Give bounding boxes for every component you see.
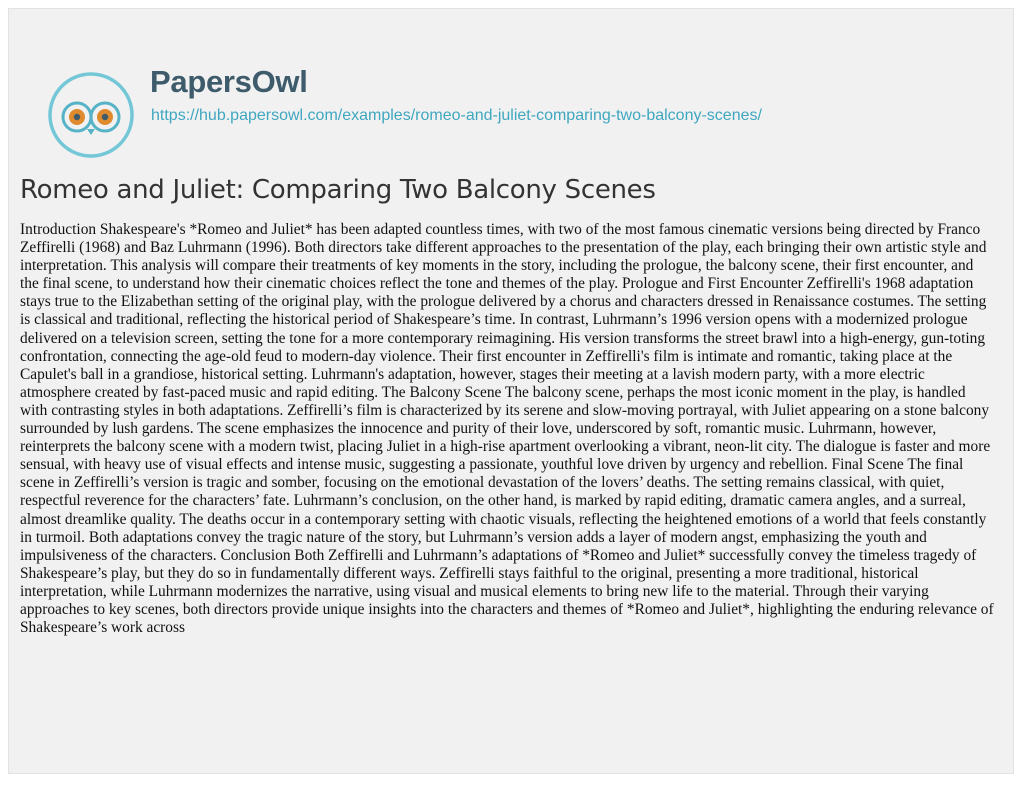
article-body: Introduction Shakespeare's *Romeo and Juliet* has been adapted countless times, with two of the most famous cinematic versions being directed by Franco Zeffirelli (1968) and Baz Luhrmann (1996). Both directors take different approaches to the presentation of the play, each bringing their own artistic style and interpretation. This analysis will compare their treatments of key moments in the story, including the prologue, the balcony scene, their first encounter, and the final scene, to understand how their cinematic choices reflect the tone and themes of the play. Prologue and First Encounter Zeffirelli's 1968 adaptation stays true to the Elizabethan setting of the original play, with the prologue delivered by a chorus and characters dressed in Renaissance costumes. The setting is classical and traditional, reflecting the historical period of Shakespeare’s time. In contrast, Luhrmann’s 1996 version opens with a modernized prologue delivered on a television screen, setting the tone for a more contemporary reimagining. His version transforms the street brawl into a high-energy, gun-toting confrontation, connecting the age-old feud to modern-day violence. Their first encounter in Zeffirelli's film is intimate and romantic, taking place at the Capulet's ball in a grandiose, historical setting. Luhrmann's adaptation, however, stages their meeting at a lavish modern party, with a more electric atmosphere created by fast-paced music and rapid editing. The Balcony Scene The balcony scene, perhaps the most iconic moment in the play, is handled with contrasting styles in both adaptations. Zeffirelli’s film is characterized by its serene and slow-moving portrayal, with Juliet appearing on a stone balcony surrounded by lush gardens. The scene emphasizes the innocence and purity of their love, underscored by soft, romantic music. Luhrmann, however, reinterprets the balcony scene with a modern twist, placing Juliet in a high-rise apartment overlooking a vibrant, neon-lit city. The dialogue is faster and more sensual, with heavy use of visual effects and intense music, suggesting a passionate, youthful love driven by urgency and rebellion. Final Scene The final scene in Zeffirelli’s version is tragic and somber, focusing on the emotional devastation of the lovers’ deaths. The setting remains classical, with quiet, respectful reverence for the characters’ fate. Luhrmann’s conclusion, on the other hand, is marked by rapid editing, dramatic camera angles, and a surreal, almost dreamlike quality. The deaths occur in a contemporary setting with chaotic visuals, reflecting the heightened emotions of a world that feels constantly in turmoil. Both adaptations convey the tragic nature of the story, but Luhrmann’s version adds a layer of modern angst, emphasizing the youth and impulsiveness of the characters. Conclusion Both Zeffirelli and Luhrmann’s adaptations of *Romeo and Juliet* successfully convey the timeless tragedy of Shakespeare’s play, but they do so in fundamentally different ways. Zeffirelli stays faithful to the original, presenting a more traditional, historical interpretation, while Luhrmann modernizes the narrative, using visual and musical elements to bring new life to the material. Through their varying approaches to key scenes, both directors provide unique insights into the characters and themes of *Romeo and Juliet*, highlighting the enduring relevance of Shakespeare’s work across — [20, 221, 994, 637]
article-url-link[interactable]: https://hub.papersowl.com/examples/romeo-and-juliet-comparing-two-balcony-scenes/ — [151, 107, 762, 124]
article-title: Romeo and Juliet: Comparing Two Balcony Scenes — [20, 175, 656, 205]
brand-name[interactable]: PapersOwl — [150, 64, 308, 99]
owl-eyes-logo-icon[interactable] — [47, 71, 135, 159]
